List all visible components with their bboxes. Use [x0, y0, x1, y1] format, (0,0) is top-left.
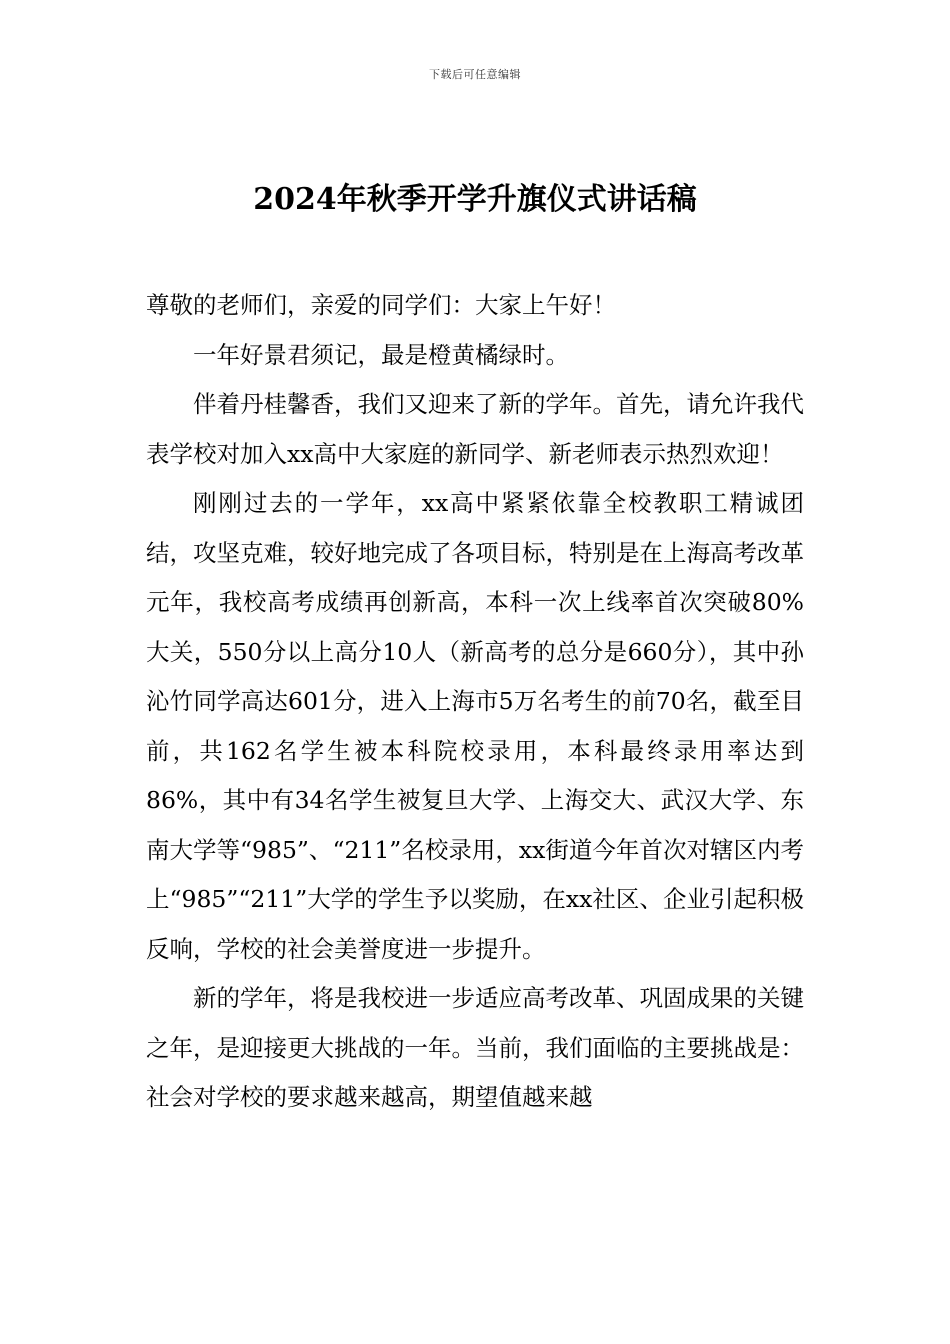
document-title: 2024年秋季开学升旗仪式讲话稿 — [253, 182, 697, 217]
header-note: 下载后可任意编辑 — [429, 68, 521, 81]
paragraph: 一年好景君须记，最是橙黄橘绿时。 — [193, 340, 569, 369]
document-body — [146, 281, 804, 1123]
paragraph: 刚刚过去的一学年，xx高中紧紧依靠全校教职工精诚团结，攻坚克难，较好地完成了各项目标，特别是在上海高考改革元年，我校高考成绩再创新高，本科一次上线率首次突破80%大关，550分以上高分10人（新高考的总分是660分），其中孙沁竹同学高达601分，进入上海市5万名考生的前70名，截至目前，共162名学生被本科院校录用，本科最终录用率达到86%，其中有34名学生被复旦大学、上海交大、武汉大学、东南大学等“985”、“211”名校录用，xx街道今年首次对辖区内考上“985”“211”大学的学生予以奖励，在xx社区、企业引起积极反响，学校的社会美誉度进一步提升。 — [146, 489, 804, 963]
paragraph: 新的学年，将是我校进一步适应高考改革、巩固成果的关键之年，是迎接更大挑战的一年。当前，我们面临的主要挑战是：社会对学校的要求越来越高，期望值越来越 — [146, 984, 804, 1111]
salutation: 尊敬的老师们，亲爱的同学们：大家上午好！ — [146, 291, 616, 319]
paragraph: 伴着丹桂馨香，我们又迎来了新的学年。首先，请允许我代表学校对加入xx高中大家庭的新同学、新老师表示热烈欢迎！ — [146, 390, 804, 468]
